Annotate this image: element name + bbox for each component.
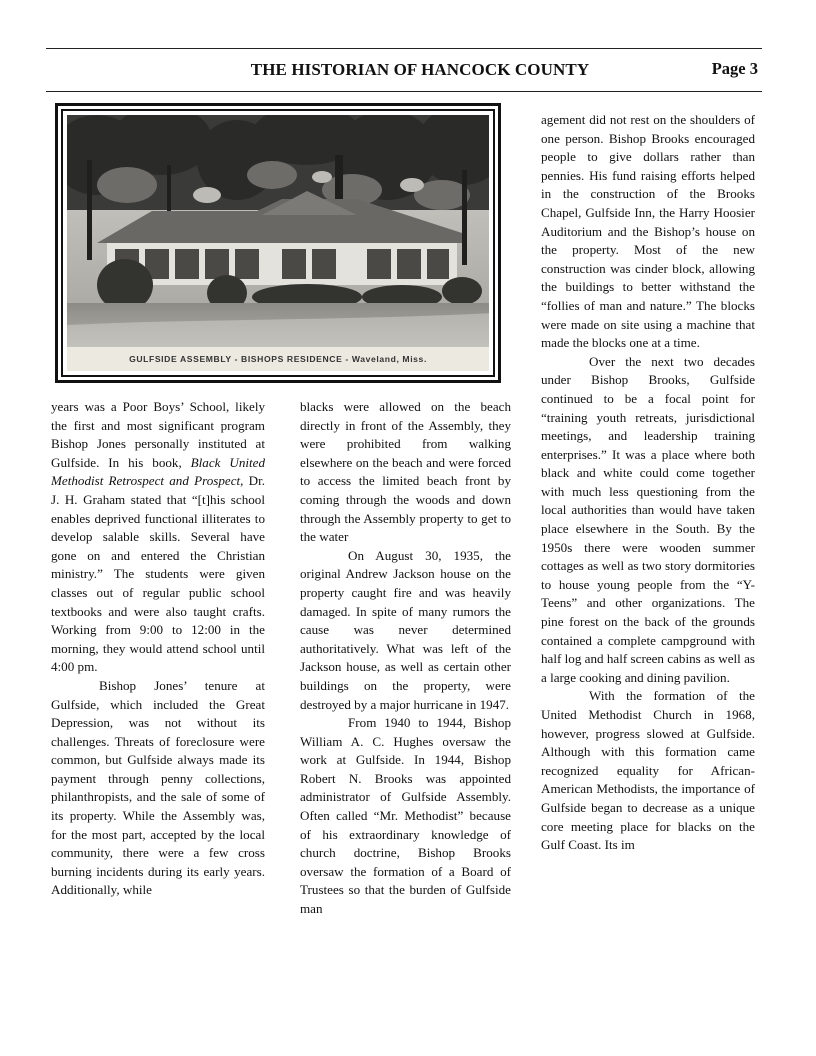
book-title: Black United Methodist Retrospect and Prospect [51, 454, 266, 489]
page-number: Page 3 [711, 59, 758, 78]
column-1-paragraph-1 [51, 398, 265, 677]
column-2-paragraph-2: On August 30, 1935, the original Andrew Jackson house on the property caught fire and was heavily damaged. In spite of many rumors the cause was never determined authoritatively. What was left of the Jackson house, as well as certain other buildings on the property, were destroyed by a major hurricane in 1947. [300, 547, 511, 712]
column-3-paragraph-2: Over the next two decades under Bishop Brooks, Gulfside continued to be a focal point for “training youth retreats, jurisdictional meetings, and leadership training enterprises.” It was a place where both black and white could come together with much less questioning from the local authorities than would have taken place elsewhere in the South. By the 1950s there were wooden summer cottages as well as two story dormitories to house young people from the “Y-Teens” and other organizations. The pine forest on the back of the grounds contained a complete campground with half log and half screen cabins as well as a large cooking and dining pavilion. [541, 353, 755, 685]
column-1-paragraph-2: Bishop Jones’ tenure at Gulfside, which included the Great Depression, was not without its challenges. Threats of foreclosure were common, but Gulfside always made its payment through penny collections, philanthropists, and the sale of some of its property. While the Assembly was, for the most part, accepted by the local community, there were a few cross burning incidents during its early years. Additionally, while [51, 677, 265, 898]
photo-caption: GULFSIDE ASSEMBLY - BISHOPS RESIDENCE - Waveland, Miss. [67, 347, 489, 371]
bishops-residence-photo [67, 115, 489, 371]
text-column-1 [51, 398, 265, 900]
column-1-paragraph-1-start: years was a Poor Boys’ School, likely the first and most significant program Bishop Jones personally instituted at Gulfside. In his book, [51, 399, 265, 470]
column-3-paragraph-1: agement did not rest on the shoulders of one person. Bishop Brooks encouraged people to give dollars rather than pennies. His fund raising efforts helped in the construction of the Brooks Chapel, Gulfside Inn, the Harry Hoosier Auditorium and the Bishop’s house on the property. Most of the new construction was cinder block, allowing the buildings to better withstand the “follies of man and nature.” The blocks were made on site using a machine that made the blocks one at a time. [541, 112, 755, 351]
column-3-paragraph-3: With the formation of the United Methodist Church in 1968, however, progress slowed at Gulfside. Although with this formation came recognized equality for African-American Methodists, the importance of Gulfside began to decrease as a unique core meeting place for blacks on the Gulf Coast. Its im [541, 688, 755, 853]
column-1-paragraph-1-end: , Dr. J. H. Graham stated that “[t]his school enables deprived functional illiterates to develop salable skills. Several have gone on and entered the Christian ministry.” The students were given classes out of regular public school textbooks and were also taught crafts. Working from 9:00 to 12:00 in the morning, they would attend school until 4:00 pm. [51, 473, 265, 675]
photo-illustration [67, 115, 489, 371]
column-2-paragraph-1: blacks were allowed on the beach directly in front of the Assembly, they were prohibited from walking elsewhere on the beach and were forced to access the limited beach front by coming through the woods and down through the Assembly property to get to the water [300, 399, 511, 545]
photo-inner-border [61, 109, 495, 377]
newsletter-title: THE HISTORIAN OF HANCOCK COUNTY [250, 60, 590, 79]
column-2-paragraph-3: From 1940 to 1944, Bishop William A. C. Hughes oversaw the work at Gulfside. In 1944, Bishop Robert N. Brooks was appointed administrator of Gulfside Assembly. Often called “Mr. Methodist” because of his extraordinary knowledge of church doctrine, Bishop Brooks oversaw the formation of a Board of Trustees so that the burden of Gulfside man [300, 715, 511, 917]
photo-frame [55, 103, 501, 383]
text-column-2 [300, 398, 511, 919]
header-bottom-rule [46, 91, 762, 92]
text-column-3 [541, 111, 755, 855]
header-top-rule [46, 48, 762, 49]
